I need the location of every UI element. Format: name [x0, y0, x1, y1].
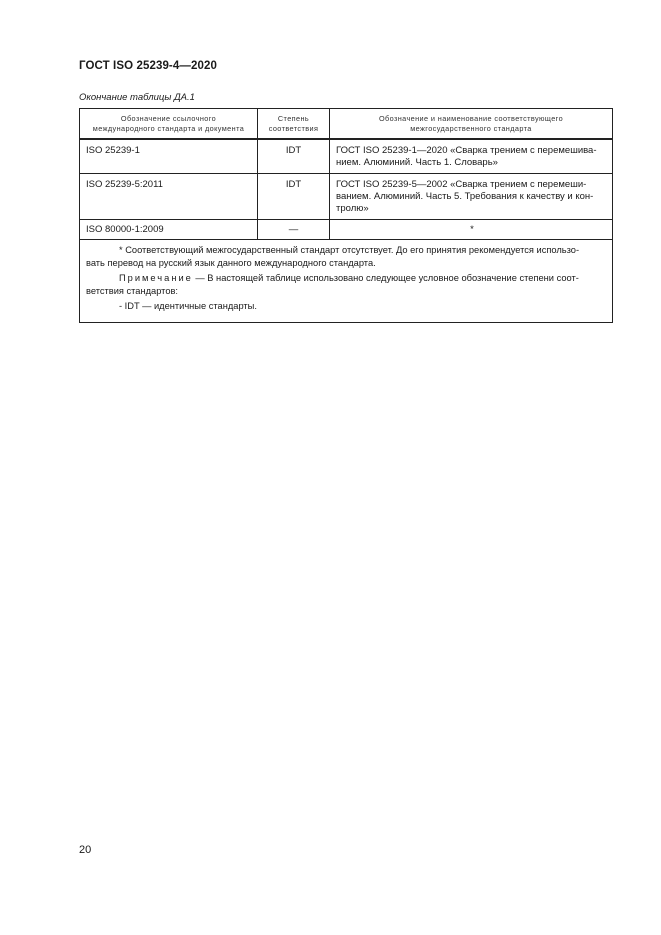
ref-standard-cell: ISO 25239-5:2011: [80, 174, 258, 220]
document-code: ГОСТ ISO 25239-4—2020: [79, 60, 217, 72]
ref-standard-cell: ISO 80000-1:2009: [80, 220, 258, 240]
degree-cell: IDT: [258, 139, 330, 174]
page-number: 20: [79, 844, 92, 856]
table-row: [80, 220, 613, 240]
degree-cell: IDT: [258, 174, 330, 220]
table-notes: [80, 240, 613, 323]
reference-table: [79, 108, 613, 323]
ref-standard-cell: ISO 25239-1: [80, 139, 258, 174]
table-row: [80, 139, 613, 174]
note: Примечание — В настоящей таблице использовано следующее условное обозначение степени соот- ветствия стандартов:: [86, 273, 579, 296]
note-list-item: - IDT — идентичные стандарты.: [119, 301, 257, 311]
degree-cell: —: [258, 220, 330, 240]
header-interstate-standard: Обозначение и наименование соответствующего межгосударственного стандарта: [330, 109, 613, 140]
interstate-standard-cell: *: [330, 220, 613, 240]
footnote: * Соответствующий межгосударственный стандарт отсутствует. До его принятия рекомендуется использо- вать перевод на русский язык данного международного стандарта.: [86, 245, 580, 268]
table-notes-row: [80, 240, 613, 323]
table-header-row: [80, 109, 613, 140]
note-label: Примечание: [119, 273, 193, 283]
table-caption: Окончание таблицы ДА.1: [79, 92, 195, 103]
table-row: [80, 174, 613, 220]
interstate-standard-cell: ГОСТ ISO 25239-1—2020 «Сварка трением с перемешива- нием. Алюминий. Часть 1. Словарь»: [330, 139, 613, 174]
header-degree: Степень соответствия: [258, 109, 330, 140]
header-reference-standard: Обозначение ссылочного международного стандарта и документа: [80, 109, 258, 140]
interstate-standard-cell: ГОСТ ISO 25239-5—2002 «Сварка трением с перемеши- ванием. Алюминий. Часть 5. Требования к качеству и кон- тролю»: [330, 174, 613, 220]
